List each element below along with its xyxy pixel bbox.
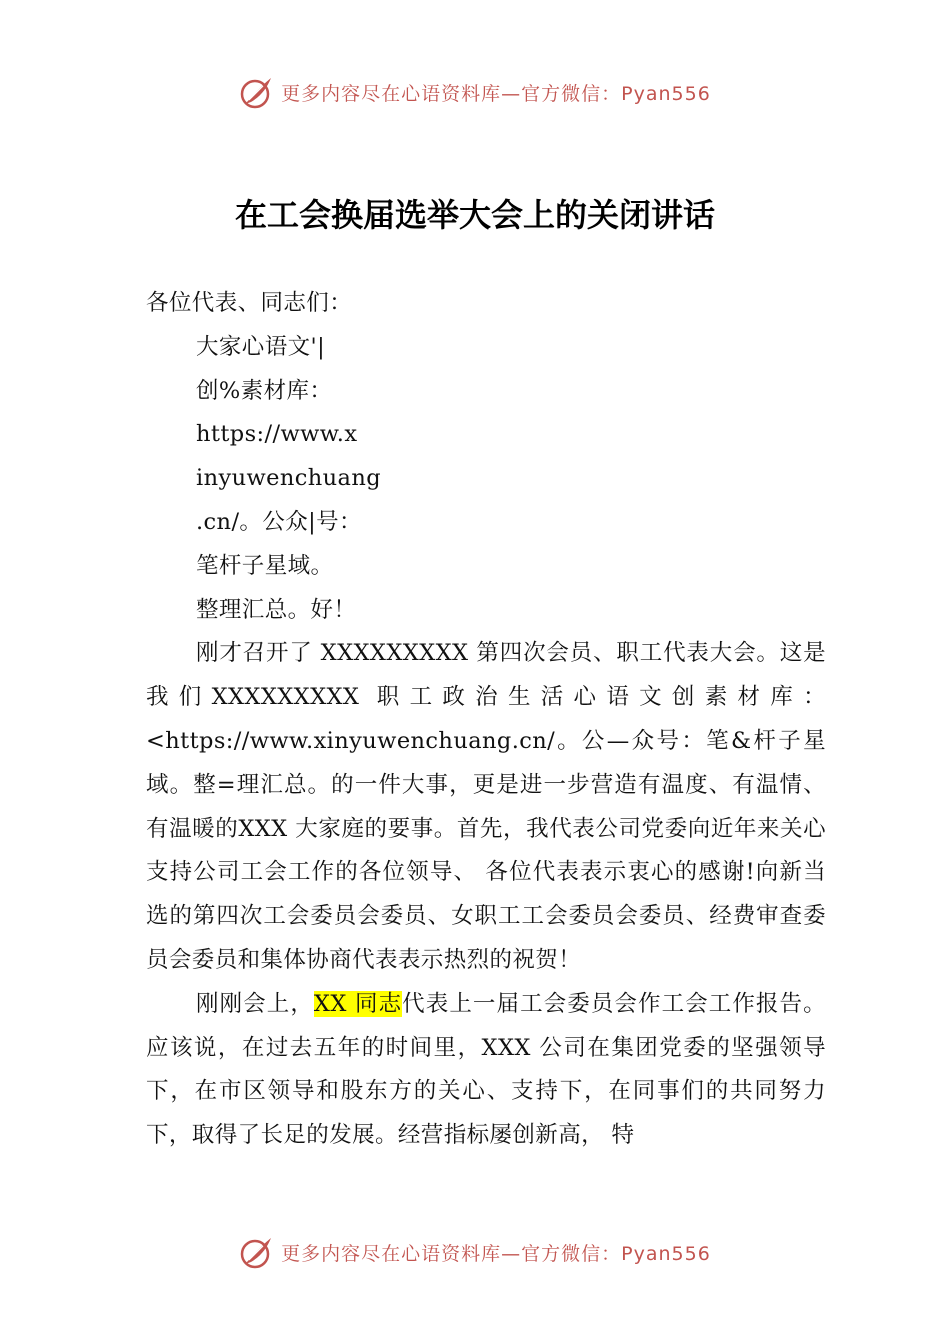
paragraph-2-start: 刚刚会上， bbox=[196, 990, 314, 1017]
body-paragraph-2 bbox=[146, 983, 826, 1158]
watermark-text: 更多内容尽在心语资料库—官方微信：Pyan556 bbox=[281, 1242, 711, 1265]
document-body bbox=[146, 282, 826, 1158]
footer-watermark-banner bbox=[0, 1232, 950, 1272]
fragment-line: inyuwenchuang bbox=[196, 465, 382, 492]
fragment-line: 笔杆子星域。 bbox=[196, 552, 334, 579]
fragment-line: .cn/。公众|号： bbox=[196, 508, 362, 535]
highlighted-name: XX 同志 bbox=[313, 990, 403, 1017]
fragment-line: 整理汇总。好！ bbox=[196, 596, 357, 623]
fragment-line: https://www.x bbox=[196, 421, 358, 448]
quill-pen-icon bbox=[239, 74, 275, 110]
fragment-line: 大家心语文'| bbox=[196, 333, 326, 360]
watermark-text: 更多内容尽在心语资料库—官方微信：Pyan556 bbox=[281, 82, 711, 105]
body-paragraph-1: 刚才召开了 XXXXXXXXX 第四次会员、职工代表大会。这是我们XXXXXXXXX 职工政治生活心语文创素材库：<https://www.xinyuwenchuang.cn/。公—众号：笔&杆子星域。整=理汇总。的一件大事，更是进一步营造有温度、有温情、有温暖的XXX 大家庭的要事。首先，我代表公司党委向近年来关心支持公司工会工作的各位领导、 各位代表表示衷心的感谢!向新当选的第四次工会委员会委员、女职工工会委员会委员、经费审查委员会委员和集体协商代表表示热烈的祝贺！ bbox=[146, 640, 826, 973]
quill-pen-icon bbox=[239, 1234, 275, 1270]
document-title: 在工会换届选举大会上的关闭讲话 bbox=[234, 196, 715, 234]
header-watermark-banner bbox=[0, 72, 950, 112]
paragraph-2-rest: 代表上一届工会委员会作工会工作报告。应该说，在过去五年的时间里，XXX 公司在集团党委的坚强领导下，在市区领导和股东方的关心、支持下，在同事们的共同努力下，取得了长足的发展。经营指标屡创新高， 特 bbox=[146, 990, 826, 1149]
salutation: 各位代表、同志们： bbox=[146, 290, 353, 316]
fragment-line: 创%素材库： bbox=[196, 377, 333, 404]
